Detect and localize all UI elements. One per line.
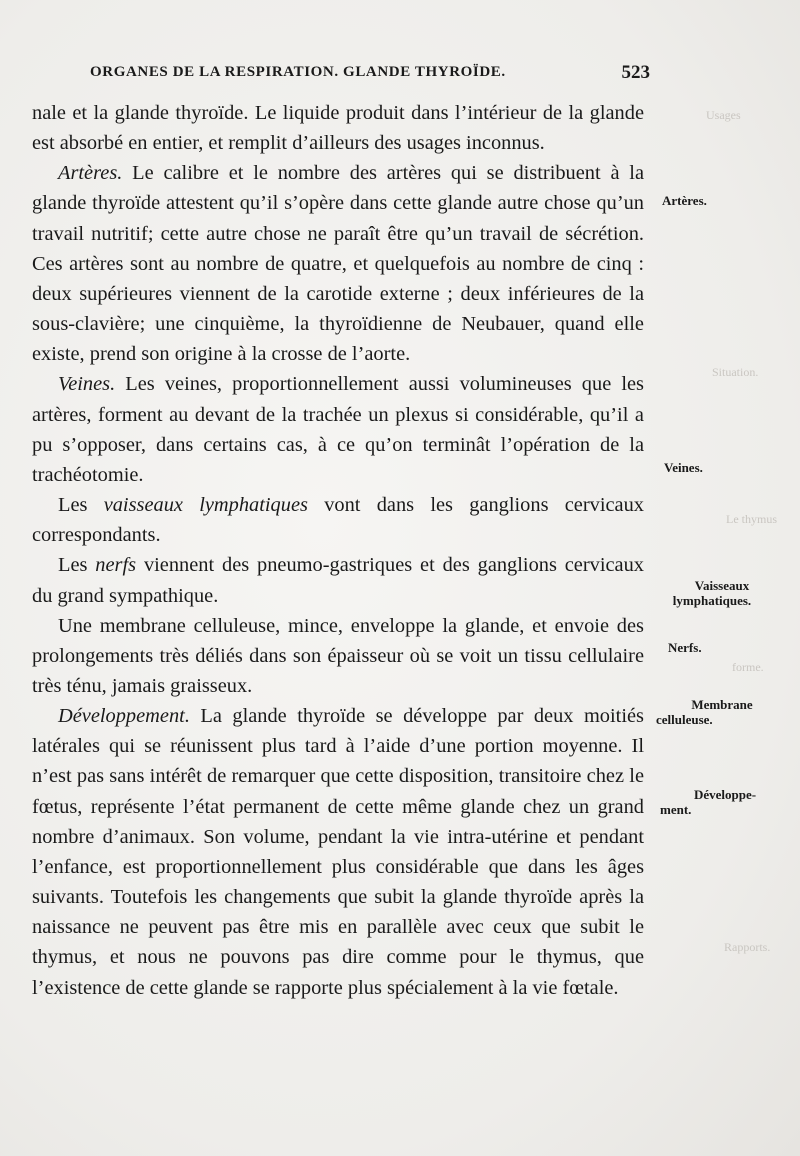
margin-note-developpement: Développe- ment. (660, 787, 757, 817)
margin-note-veines: Veines. (664, 460, 703, 475)
paragraph-arteres: Artères. Le calibre et le nombre des artères qui se distribuent à la glande thyroïde attestent qu’il s’opère dans cette glande autre chose qu’un travail nutritif; cette autre chose ne paraît être qu’un travail de sécrétion. Ces artères sont au nombre de quatre, et quelquefois au nombre de cinq : deux supérieures viennent de la carotide externe ; deux inférieures de la sous-clavière; une cinquième, la thyroïdienne de Neubauer, quand elle existe, prend son origine à la crosse de l’aorte. (32, 162, 644, 366)
paragraph-lymphatiques: Les vaisseaux lymphatiques vont dans les ganglions cervicaux correspondants. (32, 494, 644, 547)
paragraph-continuation: nale et la glande thyroïde. Le liquide produit dans l’intérieur de la glande est absorbé en entier, et remplit d’ailleurs des usages inconnus. (32, 102, 644, 155)
bleed-through-situation: Situation. (712, 365, 759, 379)
running-head: ORGANES DE LA RESPIRATION. GLANDE THYROÏDE. (90, 64, 506, 80)
section-lead-arteres: Artères. (58, 162, 123, 185)
paragraph-nerfs: Les nerfs viennent des pneumo-gastriques et des ganglions cervicaux du grand sympathique. (32, 554, 644, 607)
section-lead-veines: Veines. (58, 373, 116, 396)
margin-note-nerfs: Nerfs. (668, 640, 702, 655)
margin-note-vaisseaux: Vaisseaux lymphatiques. (672, 578, 752, 608)
margin-note-membrane: Membrane celluleuse. (656, 697, 753, 727)
term-nerfs: nerfs (95, 554, 137, 577)
bleed-through-rapports: Rapports. (724, 940, 771, 954)
term-vaisseaux-lymphatiques: vaisseaux lymphatiques (103, 494, 308, 517)
paragraph-developpement: Développement. La glande thyroïde se développe par deux moitiés latérales qui se réunissent plus tard à l’aide d’une portion moyenne. Il n’est pas sans intérêt de remarquer que cette disposition, transitoire chez le fœtus, représente l’état permanent de cette même glande chez un grand nombre d’animaux. Son volume, pendant la vie intra-utérine et pendant l’enfance, est proportionnellement plus considérable que dans les âges suivants. Toutefois les changements que subit la glande thyroïde après la naissance ne peuvent pas être mis en parallèle avec ceux que subit le thymus, et nous ne pouvons pas dire comme pour le thymus, que l’existence de cette glande se rapporte plus spécialement à la vie fœtale. (32, 705, 644, 999)
paragraph-veines: Veines. Les veines, proportionnellement aussi volumineuses que les artères, forment au devant de la trachée un plexus si considérable, qu’il a pu s’opposer, dans certains cas, à ce qu’on terminât l’opération de la trachéotomie. (32, 373, 644, 486)
bleed-through-usages: Usages (706, 108, 741, 122)
page-number: 523 (621, 62, 650, 83)
page-header (90, 62, 650, 88)
section-lead-developpement: Développement. (58, 705, 190, 728)
margin-note-arteres: Artères. (662, 193, 707, 208)
bleed-through-forme: forme. (732, 660, 764, 674)
bleed-through-le-thymus: Le thymus (726, 512, 777, 526)
paragraph-membrane: Une membrane celluleuse, mince, enveloppe la glande, et envoie des prolongements très déliés dans son épaisseur où se voit un tissu cellulaire très ténu, jamais graisseux. (32, 614, 644, 697)
body-text (32, 98, 644, 1003)
